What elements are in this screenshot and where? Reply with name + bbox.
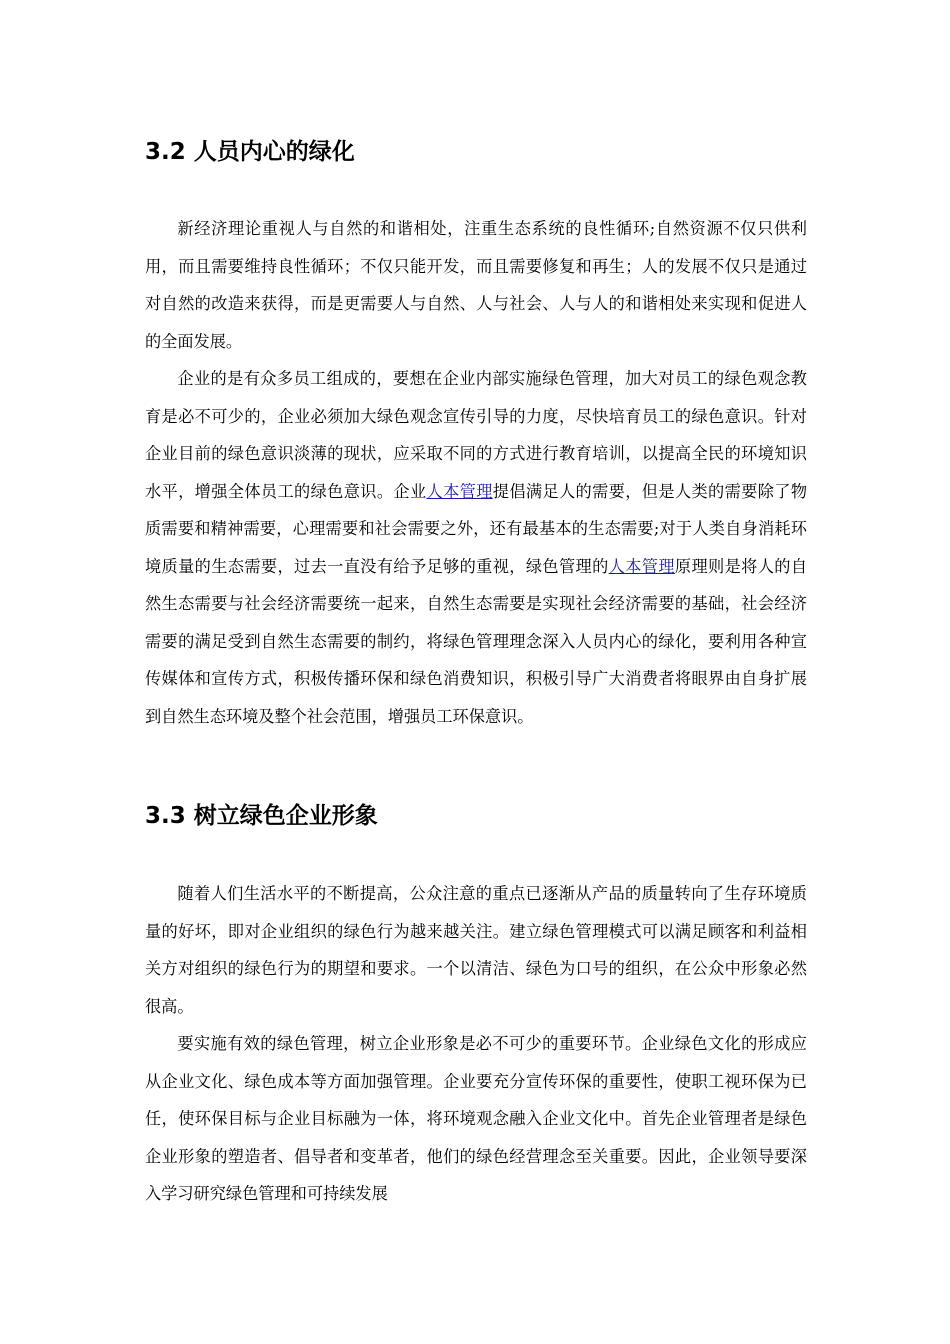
section-body-3-3 bbox=[145, 875, 807, 1213]
paragraph-text: 原理则是将人的自然生态需要与社会经济需要统一起来，自然生态需要是实现社会经济需要的基础，社会经济需要的满足受到自然生态需要的制约，将绿色管理理念深入人员内心的绿化，要利用各种宣传媒体和宣传方式，积极传播环保和绿色消费知识，积极引导广大消费者将眼界由自身扩展到自然生态环境及整个社会范围，增强员工环保意识。 bbox=[145, 556, 808, 726]
paragraph-3-2-2 bbox=[145, 360, 807, 735]
section-heading-3-2: 3.2 人员内心的绿化 bbox=[145, 139, 355, 165]
paragraph-text: 提倡满足人的需要，但是人类的需要除了物质需要和精神需要，心理需要和社会需要之外，还有最基本的生态需要;对于人类自身消耗环境质量的生态需要，过去一直没有给予足够的重视，绿色管理的 bbox=[145, 481, 808, 576]
section-heading-3-3: 3.3 树立绿色企业形象 bbox=[145, 803, 378, 829]
paragraph-3-2-1: 新经济理论重视人与自然的和谐相处，注重生态系统的良性循环;自然资源不仅只供利用，而且需要维持良性循环；不仅只能开发，而且需要修复和再生；人的发展不仅只是通过对自然的改造来获得，而是更需要人与自然、人与社会、人与人的和谐相处来实现和促进人的全面发展。 bbox=[145, 219, 807, 351]
paragraph-text: 企业的是有众多员工组成的，要想在企业内部实施绿色管理，加大对员工的绿色观念教育是必不可少的，企业必须加大绿色观念宣传引导的力度，尽快培育员工的绿色意识。针对企业目前的绿色意识淡薄的现状，应采取不同的方式进行教育培训，以提高全民的环境知识水平，增强全体员工的绿色意识。企业 bbox=[145, 369, 807, 501]
paragraph-3-3-2: 要实施有效的绿色管理，树立企业形象是必不可少的重要环节。企业绿色文化的形成应从企业文化、绿色成本等方面加强管理。企业要充分宣传环保的重要性，使职工视环保为已任，使环保目标与企业目标融为一体，将环境观念融入企业文化中。首先企业管理者是绿色企业形象的塑造者、倡导者和变革者，他们的绿色经营理念至关重要。因此，企业领导要深入学习研究绿色管理和可持续发展 bbox=[145, 1034, 807, 1203]
paragraph-3-3-1: 随着人们生活水平的不断提高，公众注意的重点已逐渐从产品的质量转向了生存环境质量的好坏，即对企业组织的绿色行为越来越关注。建立绿色管理模式可以满足顾客和利益相关方对组织的绿色行为的期望和要求。一个以清洁、绿色为口号的组织，在公众中形象必然很高。 bbox=[145, 884, 807, 1016]
link-human-management-2[interactable]: 人本管理 bbox=[608, 556, 675, 576]
link-human-management-1[interactable]: 人本管理 bbox=[426, 481, 493, 501]
section-body-3-2 bbox=[145, 210, 807, 735]
